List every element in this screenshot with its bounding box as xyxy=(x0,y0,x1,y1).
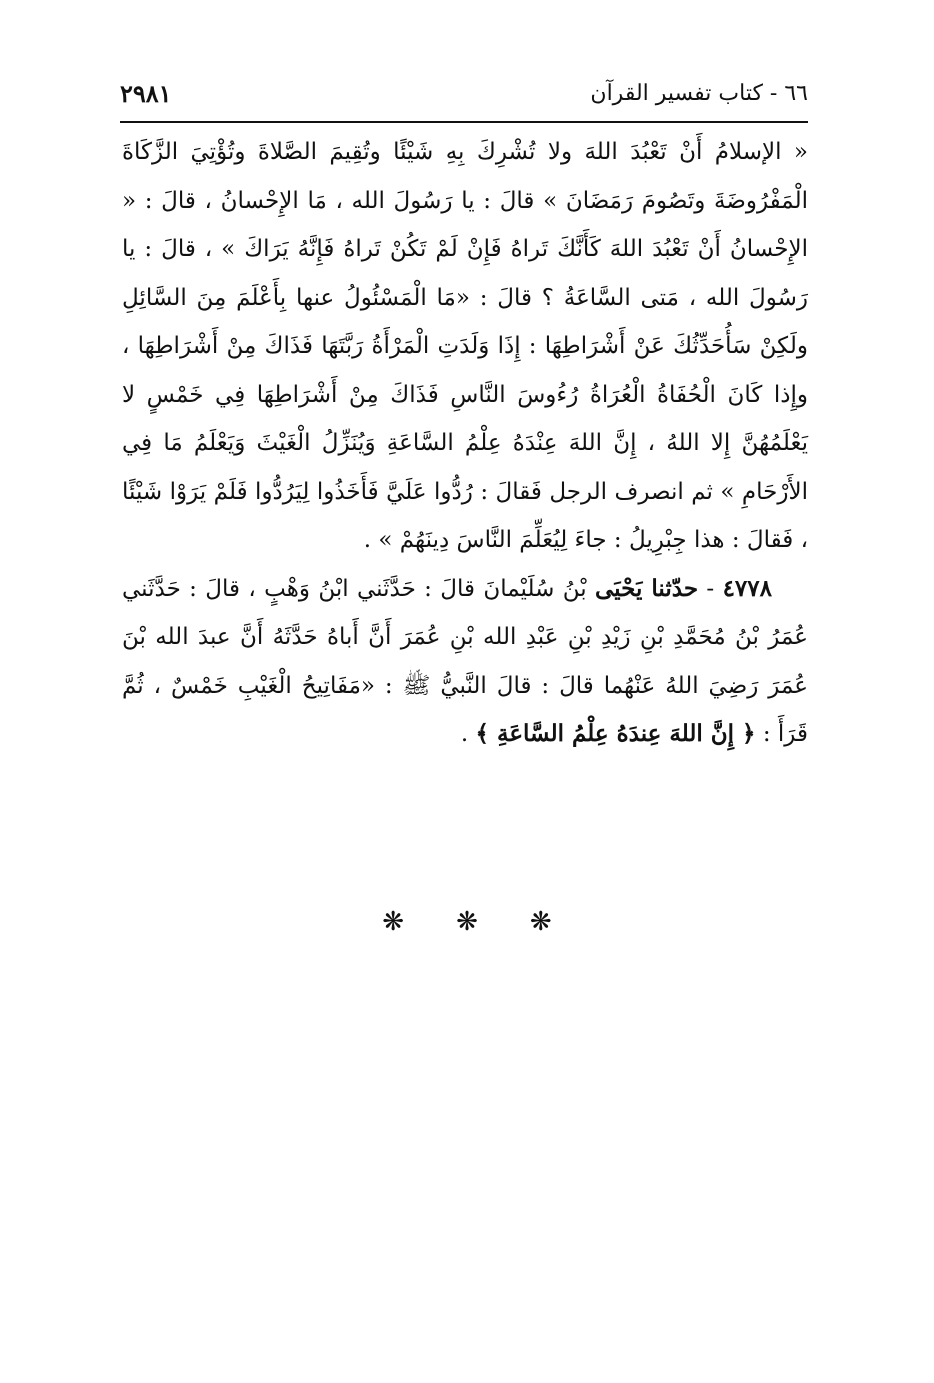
main-text xyxy=(122,128,808,759)
quran-quote: ﴿ إِنَّ اللهَ عِندَهُ عِلْمُ السَّاعَةِ ﴾ xyxy=(475,720,756,747)
paragraph-hadith-4778 xyxy=(122,565,808,759)
hadith-chain-text: بْنُ سُلَيْمانَ قالَ : حَدَّثَني ابْنُ وَهْبٍ ، قالَ : حَدَّثَني عُمَرُ بْنُ مُحَمَّدِ بْنِ زَيْدِ بْنِ عَبْدِ الله بْنِ عُمَرَ أَنَّ أَباهُ حَدَّثَهُ أَنَّ عبدَ الله بْنَ عُمَرَ رَضِيَ اللهُ عَنْهُما قالَ : قالَ النَّبيُّ ﷺ : «مَفَاتِيحُ الْغَيْبِ خَمْسٌ ، ثُمَّ قَرَأَ : xyxy=(122,575,808,747)
page-header xyxy=(120,78,808,122)
hadith-end: . xyxy=(460,721,476,747)
header-rule xyxy=(120,121,808,123)
hadith-dash: - xyxy=(698,575,723,602)
hadith-opening: حدّثنا يَحْيَى xyxy=(595,574,699,602)
page-number: ٢٩٨١ xyxy=(120,79,172,108)
ornament-star: ❋ xyxy=(456,907,478,937)
ornament-star: ❋ xyxy=(382,907,405,937)
paragraph-hadith-continuation: « الإسلامُ أَنْ تَعْبُدَ اللهَ ولا تُشْرِكَ بِهِ شَيْئًا وتُقِيمَ الصَّلاةَ وتُؤْتِيَ الزَّكَاةَ الْمَفْرُوضَةَ وتَصُومَ رَمَضَانَ » قالَ : يا رَسُولَ الله ، مَا الإِحْسانُ ، قالَ : « الإِحْسانُ أَنْ تَعْبُدَ اللهَ كَأَنَّكَ تَراهُ فَإِنْ لَمْ تَكُنْ تَراهُ فَإِنَّهُ يَرَاكَ » ، قالَ : يا رَسُولَ الله ، مَتى السَّاعَةُ ؟ قالَ : «مَا الْمَسْئُولُ عنها بِأَعْلَمَ مِنَ السَّائِلِ ولَكِنْ سَأُحَدِّثُكَ عَنْ أَشْرَاطِهَا : إِذَا وَلَدَتِ الْمَرْأَةُ رَبَّتَهَا فَذَاكَ مِنْ أَشْرَاطِهَا ، وإِذا كَانَ الْحُفَاةُ الْعُرَاةُ رُءُوسَ النَّاسِ فَذَاكَ مِنْ أَشْرَاطِهَا فِي خَمْسٍ لا يَعْلَمُهُنَّ إِلا اللهُ ، إِنَّ اللهَ عِنْدَهُ عِلْمُ السَّاعَةِ وَيُنَزِّلُ الْغَيْثَ وَيَعْلَمُ مَا فِي الأَرْحَامِ » ثم انصرف الرجل فَقالَ : رُدُّوا عَلَيَّ فَأَخَذُوا لِيَرُدُّوا فَلَمْ يَرَوْا شَيْئًا ، فَقالَ : هذا جِبْرِيلُ : جاءَ لِيُعَلِّمَ النَّاسَ دِينَهُمْ » . xyxy=(122,139,808,553)
running-head: ٦٦ - كتاب تفسير القرآن xyxy=(590,81,808,106)
ornament-star: ❋ xyxy=(529,907,552,937)
section-ornament xyxy=(0,906,934,938)
hadith-number: ٤٧٧٨ xyxy=(722,574,772,602)
